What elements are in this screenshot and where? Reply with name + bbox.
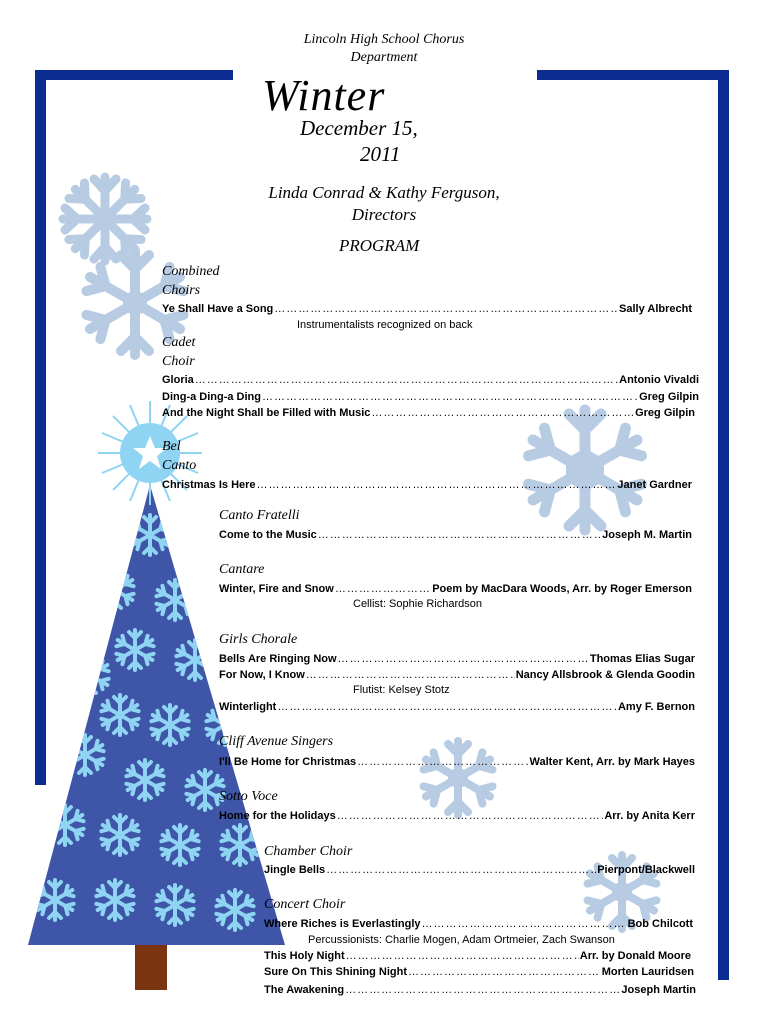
program-row: Gloria …………………………………………………………………………………………………………………………………………………………… Antonio Vivaldi [162, 373, 699, 387]
section-heading-cliff: Cliff Avenue Singers [219, 734, 334, 749]
program-row: For Now, I Know …………………………………………………………………………………………………………………………………………………………… Nancy Allsbrook & Glenda Goodin [219, 668, 695, 682]
section-heading-fratelli: Canto Fratelli [219, 508, 300, 523]
program-row: This Holy Night …………………………………………………………………………………………………………………………………………………………… Arr. by Donald Moore [264, 949, 691, 963]
section-heading-sotto: Sotto Voce [219, 789, 278, 804]
department: Department [350, 50, 418, 65]
program-row: Where Riches is Everlastingly …………………………………………………………………………………………………………………………………………………………… Bob Chilcott [264, 917, 693, 931]
performer-note: Instrumentalists recognized on back [297, 319, 473, 331]
frame-top-right [537, 70, 729, 80]
program-heading: PROGRAM [339, 236, 420, 255]
program-row: Winterlight …………………………………………………………………………………………………………………………………………………………… Amy F. Bernon [219, 700, 695, 714]
snowflake-icon [418, 738, 498, 818]
program-row: Ye Shall Have a Song …………………………………………………………………………………………………………………………………………………………… Sally Albrecht [162, 302, 692, 316]
program-row: Bells Are Ringing Now …………………………………………………………………………………………………………………………………………………………… Thomas Elias Sugar [219, 652, 695, 666]
performer-note: Flutist: Kelsey Stotz [353, 684, 450, 696]
directors-names: Linda Conrad & Kathy Ferguson, [268, 183, 500, 202]
performer-note: Cellist: Sophie Richardson [353, 598, 483, 610]
section-heading-combined: Combined Choirs [162, 264, 220, 298]
program-row: And the Night Shall be Filled with Music …………………………………………………………………………………………………………………………………………………………… Greg Gilpin [162, 406, 695, 420]
concert-year: 2011 [360, 142, 401, 166]
program-row: Come to the Music …………………………………………………………………………………………………………………………………………………………… Joseph M. Martin [219, 528, 692, 542]
section-heading-girls: Girls Chorale [219, 632, 298, 647]
program-row: Sure On This Shining Night …………………………………………………………………………………………………………………………………………………………… Morten Lauridsen [264, 965, 694, 979]
program-row: Winter, Fire and Snow …………………………………………………………………………………………………………………………………………………………… Poem by MacDara Woods, Arr. by Roger Emerson [219, 582, 692, 596]
section-heading-chamber: Chamber Choir [264, 844, 353, 859]
program-row: The Awakening …………………………………………………………………………………………………………………………………………………………… Joseph Martin [264, 983, 696, 997]
program-row: Home for the Holidays …………………………………………………………………………………………………………………………………………………………… Arr. by Anita Kerr [219, 809, 695, 823]
section-heading-cadet: Cadet Choir [162, 335, 196, 369]
frame-top-left [35, 70, 233, 80]
program-row: Christmas Is Here …………………………………………………………………………………………………………………………………………………………… Janet Gardner [162, 478, 692, 492]
performer-note: Percussionists: Charlie Mogen, Adam Ortmeier, Zach Swanson [308, 934, 615, 946]
school-name: Lincoln High School Chorus [303, 32, 465, 47]
program-row: Jingle Bells …………………………………………………………………………………………………………………………………………………………… Pierpont/Blackwell [264, 863, 695, 877]
section-heading-concert: Concert Choir [264, 897, 346, 912]
snowflake-icon [520, 405, 650, 535]
program-row: I'll Be Home for Christmas …………………………………………………………………………………………………………………………………………………………… Walter Kent, Arr. by Mark Hayes [219, 755, 695, 769]
directors-label: Directors [351, 205, 417, 224]
program-row: Ding-a Ding-a Ding …………………………………………………………………………………………………………………………………………………………… Greg Gilpin [162, 390, 699, 404]
page-title: Winter [262, 71, 386, 120]
section-heading-cantare: Cantare [219, 562, 265, 577]
concert-date: December 15, [300, 116, 418, 140]
section-heading-belcanto: Bel Canto [162, 439, 197, 473]
